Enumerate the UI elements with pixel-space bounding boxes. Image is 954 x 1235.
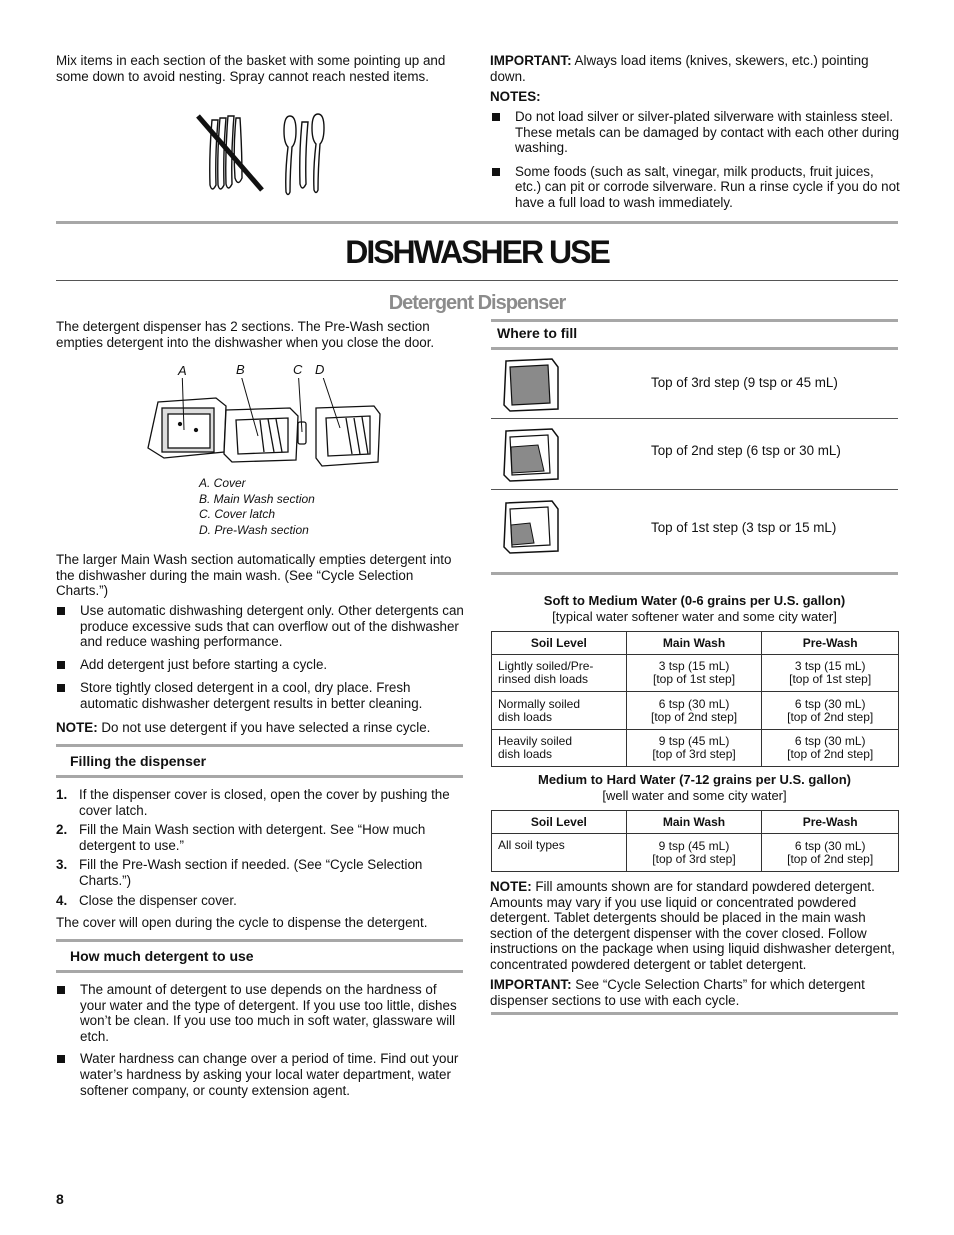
- figure-legend: [199, 476, 315, 538]
- fill-level-3rd-text: Top of 3rd step (9 tsp or 45 mL): [651, 375, 838, 390]
- howmuch-bottom-rule: [56, 970, 463, 973]
- legend-item: B. Main Wash section: [199, 491, 315, 506]
- legend-item: A. Cover: [199, 476, 246, 490]
- hard-water-table: [491, 810, 899, 872]
- basket-instructions: Mix items in each section of the basket with some pointing up and some down to avoid nesting. Spray cannot reach nested items.: [56, 53, 446, 84]
- note-item: Do not load silver or silver-plated silverware with stainless steel. These metals can be damaged by contact with each other during washing.: [491, 109, 901, 156]
- header-pre-wash: Pre-Wash: [762, 811, 899, 834]
- step-item: 1. If the dispenser cover is closed, open the cover by pushing the cover latch.: [56, 787, 450, 818]
- figure-letter-a: A: [178, 363, 187, 378]
- important-text: Always load items (knives, skewers, etc.) pointing down.: [490, 53, 869, 84]
- rinse-note: [56, 720, 466, 736]
- fill-level-3rd-icon: [502, 357, 562, 415]
- where-bottom-rule: [491, 347, 898, 350]
- notes-list: [491, 109, 901, 211]
- filling-heading: Filling the dispenser: [70, 753, 207, 769]
- fill-amount-note: [490, 879, 900, 973]
- soft-water-title: Soft to Medium Water (0-6 grains per U.S. gallon): [543, 593, 846, 608]
- important-note: [490, 53, 900, 84]
- legend-item: D. Pre-Wash section: [199, 522, 309, 537]
- notes-label: NOTES:: [490, 89, 541, 104]
- howmuch-bullets: [56, 982, 466, 1098]
- note-text: Fill amounts shown are for standard powdered detergent. Amounts may vary if you use liquid or concentrated powdered detergent. Tablet detergents should be placed in the main wash section of the detergent dispenser with the cover closed. Follow instructions on the package when using liquid dishwasher detergent, concentrated powdered detergent or tablet detergent.: [490, 879, 895, 972]
- table-row: Heavily soiled dish loads 9 tsp (45 mL) [top of 3rd step] 6 tsp (30 mL) [top of 2nd step]: [492, 730, 899, 767]
- section-title: Detergent Dispenser: [388, 292, 566, 314]
- step-item: 2. Fill the Main Wash section with detergent. See “How much detergent to use.”: [56, 822, 426, 853]
- soft-water-subtitle: [typical water softener water and some city water]: [552, 609, 837, 624]
- cycle-important-note: [490, 977, 900, 1008]
- step-item: 3. Fill the Pre-Wash section if needed. (See “Cycle Selection Charts.”): [56, 857, 423, 888]
- soft-water-table: [491, 631, 899, 767]
- bullet-item: Use automatic dishwashing detergent only. Other detergents can produce excessive suds that can overflow out of the dishwasher and reduce washing performance.: [56, 603, 466, 650]
- important-label: IMPORTANT:: [490, 53, 572, 68]
- header-main-wash: Main Wash: [626, 811, 762, 834]
- filling-bottom-rule: [56, 775, 463, 778]
- title-bottom-rule: [56, 280, 898, 281]
- fill-level-2nd-text: Top of 2nd step (6 tsp or 30 mL): [651, 443, 841, 458]
- where-top-rule: [491, 319, 898, 322]
- header-soil-level: Soil Level: [492, 811, 627, 834]
- fill-level-1st-text: Top of 1st step (3 tsp or 15 mL): [651, 520, 837, 535]
- note-label: NOTE:: [56, 720, 98, 735]
- table-row: All soil types 9 tsp (45 mL) [top of 3rd step] 6 tsp (30 mL) [top of 2nd step]: [492, 834, 899, 872]
- bullet-item: Store tightly closed detergent in a cool, dry place. Fresh automatic dishwasher detergent results in better cleaning.: [56, 680, 466, 711]
- table-header-row: [492, 811, 899, 834]
- figure-letter-b: B: [236, 362, 245, 377]
- figure-letter-d: D: [315, 362, 325, 377]
- header-pre-wash: Pre-Wash: [762, 632, 899, 655]
- fill-row-divider: [491, 489, 898, 490]
- note-label: NOTE:: [490, 879, 532, 894]
- table-row: Normally soiled dish loads 6 tsp (30 mL) [top of 2nd step] 6 tsp (30 mL) [top of 2nd step]: [492, 692, 899, 730]
- bullet-item: Water hardness can change over a period of time. Find out your water’s hardness by asking your local water department, water softener company, or county extension agent.: [56, 1051, 466, 1098]
- fill-level-2nd-icon: [502, 427, 562, 485]
- header-main-wash: Main Wash: [626, 632, 762, 655]
- filling-top-rule: [56, 744, 463, 747]
- detergent-bullets: [56, 603, 466, 712]
- title-top-rule: [56, 221, 898, 224]
- page-title: DISHWASHER USE: [345, 234, 609, 270]
- important-label: IMPORTANT:: [490, 977, 572, 992]
- where-end-rule: [491, 572, 898, 575]
- important-text: See “Cycle Selection Charts” for which detergent dispenser sections to use with each cycle.: [490, 977, 865, 1008]
- dispenser-illustration: [140, 378, 390, 473]
- page-number: 8: [56, 1191, 64, 1207]
- note-text: Do not use detergent if you have selected a rinse cycle.: [97, 720, 431, 735]
- bullet-item: The amount of detergent to use depends on the hardness of your water and the type of detergent. If you use too little, dishes won’t be clean. If you use too much in soft water, glassware will etch.: [56, 982, 466, 1044]
- table-header-row: [492, 632, 899, 655]
- step-item: 4. Close the dispenser cover.: [56, 892, 237, 908]
- hard-water-title: Medium to Hard Water (7-12 grains per U.S. gallon): [537, 772, 851, 787]
- howmuch-top-rule: [56, 939, 463, 942]
- right-end-rule: [491, 1012, 898, 1015]
- hard-water-subtitle: [well water and some city water]: [602, 788, 787, 803]
- cover-text: The cover will open during the cycle to dispense the detergent.: [56, 915, 428, 930]
- legend-item: C. Cover latch: [199, 507, 276, 521]
- where-heading: Where to fill: [497, 325, 578, 341]
- fill-level-1st-icon: [502, 499, 562, 557]
- bullet-item: Add detergent just before starting a cycle.: [56, 657, 466, 673]
- table-row: Lightly soiled/Pre- rinsed dish loads 3 tsp (15 mL) [top of 1st step] 3 tsp (15 mL) [top of 1st step]: [492, 655, 899, 692]
- silverware-illustration: [190, 108, 340, 198]
- dispenser-intro: The detergent dispenser has 2 sections. The Pre-Wash section empties detergent into the dishwasher when you close the door.: [56, 319, 435, 350]
- howmuch-heading: How much detergent to use: [70, 948, 254, 964]
- fill-row-divider: [491, 418, 898, 419]
- note-item: Some foods (such as salt, vinegar, milk products, fruit juices, etc.) can pit or corrode silverware. Run a rinse cycle if you do not have a full load to wash immediately.: [491, 164, 901, 211]
- figure-letter-c: C: [293, 362, 303, 377]
- header-soil-level: Soil Level: [492, 632, 627, 655]
- filling-steps: [56, 787, 466, 912]
- main-wash-text: The larger Main Wash section automatically empties detergent into the dishwasher during the main wash. (See “Cycle Selection Charts.”): [56, 552, 452, 599]
